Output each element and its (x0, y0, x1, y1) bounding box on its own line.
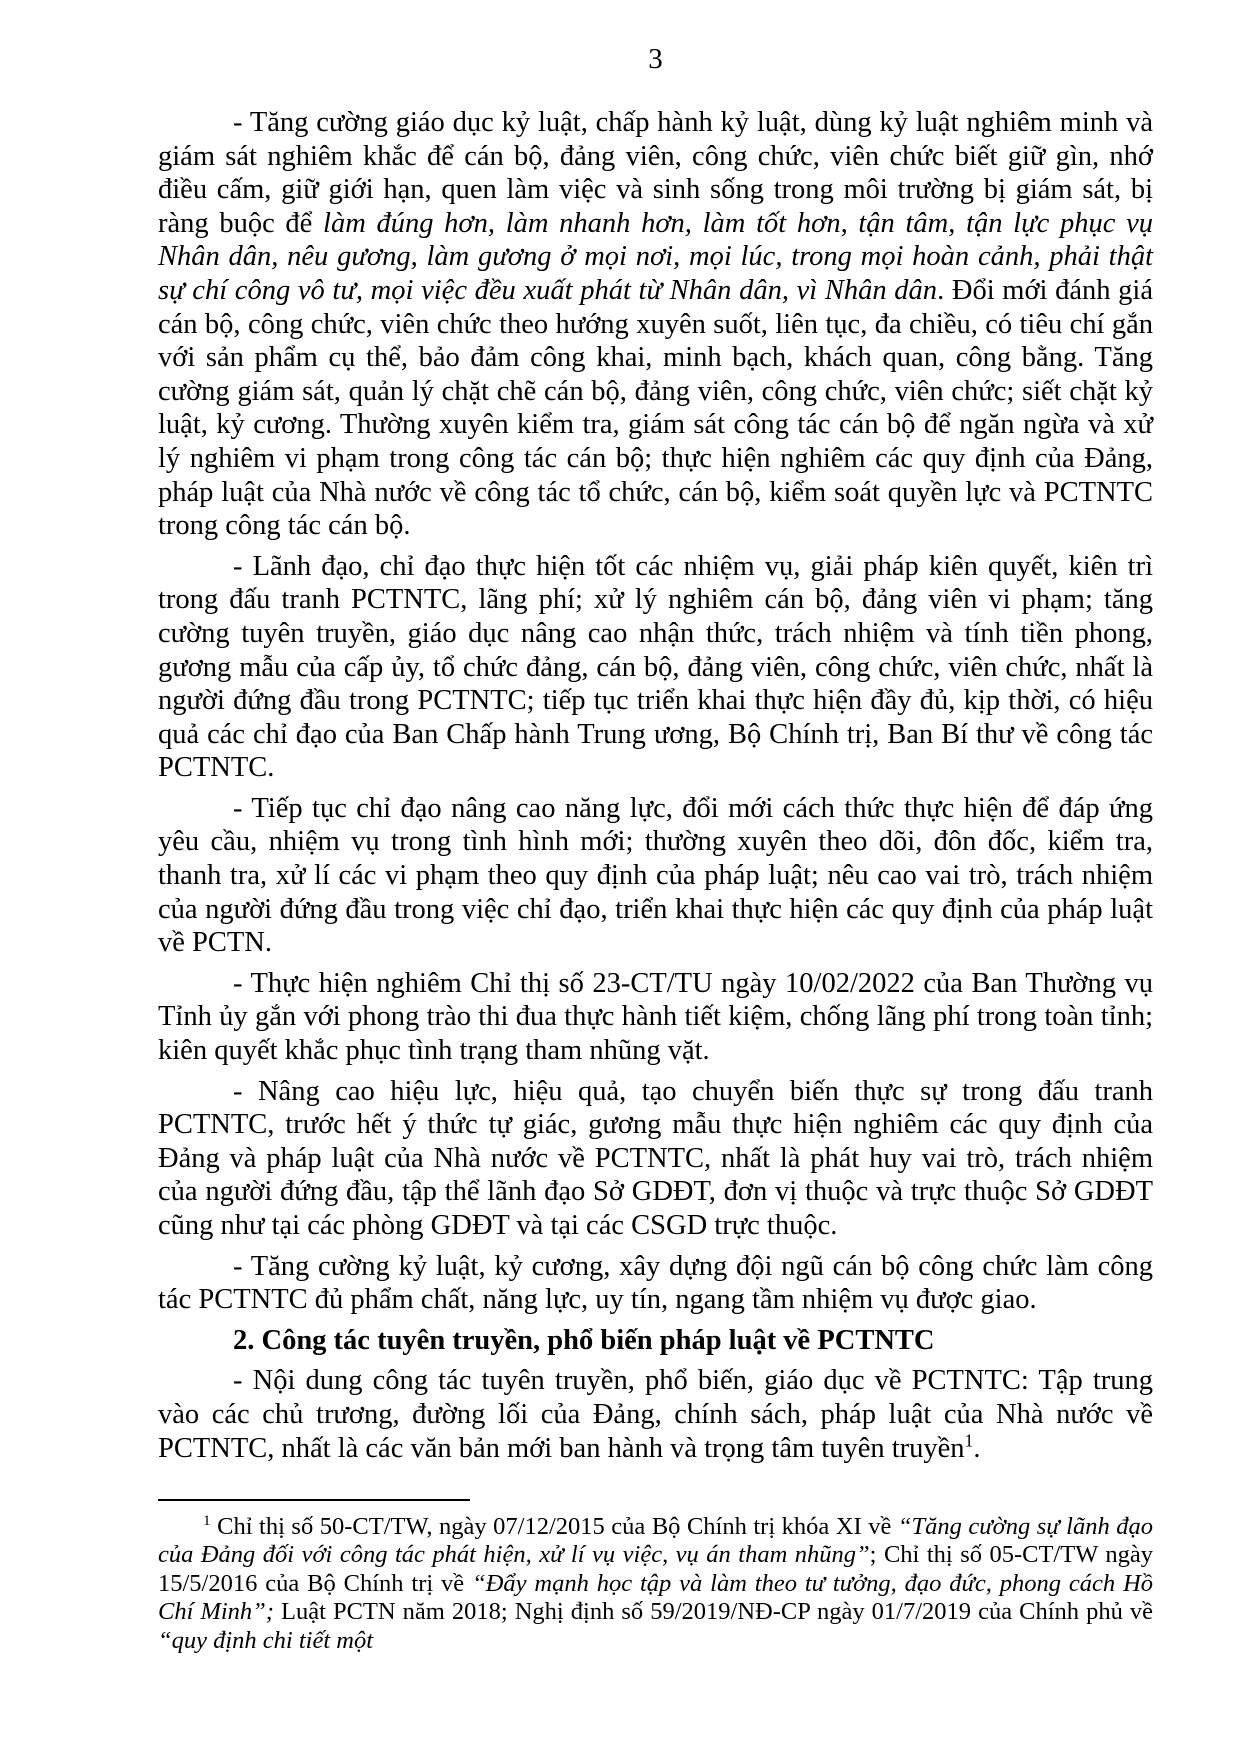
text-run: - Nâng cao hiệu lực, hiệu quả, tạo chuyển biến thực sự trong đấu tranh PCTNTC, trước hết ý thức tự giác, gương mẫu thực hiện nghiêm các quy định của Đảng và pháp luật của Nhà nước về PCTNTC, nhất là phát huy vai trò, trách nhiệm của người đứng đầu, tập thể lãnh đạo Sở GDĐT, đơn vị thuộc và trực thuộc Sở GDĐT cũng như tại các phòng GDĐT và tại các CSGD trực thuộc. (158, 1075, 1153, 1241)
text-run: - Tiếp tục chỉ đạo nâng cao năng lực, đổi mới cách thức thực hiện để đáp ứng yêu cầu, nhiệm vụ trong tình hình mới; thường xuyên theo dõi, đôn đốc, kiểm tra, thanh tra, xử lí các vi phạm theo quy định của pháp luật; nêu cao vai trò, trách nhiệm của người đứng đầu trong việc chỉ đạo, triển khai thực hiện các quy định của pháp luật về PCTN. (158, 792, 1153, 959)
section-heading-2 (158, 1324, 1153, 1358)
text-run: - Thực hiện nghiêm Chỉ thị số 23-CT/TU ngày 10/02/2022 của Ban Thường vụ Tỉnh ủy gắn với phong trào thi đua thực hành tiết kiệm, chống lãng phí trong toàn tỉnh; kiên quyết khắc phục tình trạng tham nhũng vặt. (158, 967, 1153, 1067)
text-run: . (973, 1432, 981, 1464)
text-run: - Nội dung công tác tuyên truyền, phổ biến, giáo dục về PCTNTC: Tập trung vào các chủ trương, đường lối của Đảng, chính sách, pháp luật của Nhà nước về PCTNTC, nhất là các văn bản mới ban hành và trọng tâm tuyên truyền (158, 1365, 1153, 1464)
text-run: 1 (203, 1511, 211, 1529)
text-run: làm đúng hơn, làm nhanh hơn, làm tốt hơn, tận tâm, tận lực phục vụ Nhân dân, nêu gương, làm gương ở mọi nơi, mọi lúc, trong mọi hoàn cảnh, phải thật sự chí công vô tư, mọi việc đều xuất phát từ Nhân dân, vì Nhân dân (158, 207, 1153, 306)
text-run: 2. Công tác tuyên truyền, phổ biến pháp luật về PCTNTC (233, 1324, 935, 1356)
paragraph-effectiveness (158, 1075, 1153, 1243)
text-run: - Tăng cường giáo dục kỷ luật, chấp hành kỷ luật, dùng kỷ luật nghiêm minh và giám sát nghiêm khắc để cán bộ, đảng viên, công chức, viên chức biết giữ gìn, nhớ điều cấm, giữ giới hạn, quen làm việc và sinh sống trong môi trường bị giám sát, bị ràng buộc để (158, 107, 1153, 239)
text-run: “quy định chi tiết một (158, 1626, 374, 1654)
paragraph-leadership-direction (158, 550, 1153, 785)
text-run: 1 (964, 1430, 974, 1451)
paragraph-directive-23 (158, 967, 1153, 1068)
document-body (158, 106, 1153, 1472)
footnote-section (158, 1499, 1153, 1655)
text-run: - Lãnh đạo, chỉ đạo thực hiện tốt các nhiệm vụ, giải pháp kiên quyết, kiên trì trong đấu tranh PCTNTC, lãng phí; xử lý nghiêm cán bộ, đảng viên vi phạm; tăng cường tuyên truyền, giáo dục nâng cao nhận thức, trách nhiệm và tính tiền phong, gương mẫu của cấp ủy, tổ chức đảng, cán bộ, đảng viên, công chức, viên chức, nhất là người đứng đầu trong PCTNTC; tiếp tục triển khai thực hiện đầy đủ, kịp thời, có hiệu quả các chỉ đạo của Ban Chấp hành Trung ương, Bộ Chính trị, Ban Bí thư về công tác PCTNTC. (158, 550, 1153, 784)
text-run: Luật PCTN năm 2018; Nghị định số 59/2019/NĐ-CP ngày 01/7/2019 của Chính phủ về (273, 1598, 1153, 1626)
text-run: Chỉ thị số 50-CT/TW, ngày 07/12/2015 của Bộ Chính trị khóa XI về (210, 1512, 898, 1540)
paragraph-capacity-improvement (158, 792, 1153, 960)
text-run: . Đổi mới đánh giá cán bộ, công chức, viên chức theo hướng xuyên suốt, liên tục, đa chiều, có tiêu chí gắn với sản phẩm cụ thể, bảo đảm công khai, minh bạch, khách quan, công bằng. Tăng cường giám sát, quản lý chặt chẽ cán bộ, đảng viên, công chức, viên chức; siết chặt kỷ luật, kỷ cương. Thường xuyên kiểm tra, giám sát công tác cán bộ để ngăn ngừa và xử lý nghiêm vi phạm trong công tác cán bộ; thực hiện nghiêm các quy định của Đảng, pháp luật của Nhà nước về công tác tổ chức, cán bộ, kiểm soát quyền lực và PCTNTC trong công tác cán bộ. (158, 274, 1153, 542)
footnote-separator (158, 1499, 470, 1501)
paragraph-staff-building (158, 1250, 1153, 1317)
paragraph-discipline-education (158, 106, 1153, 543)
footnote-1 (158, 1513, 1153, 1655)
text-run: “Đẩy mạnh học tập và làm theo tư tưởng, đạo đức, phong cách Hồ Chí Minh”; (158, 1569, 1154, 1626)
text-run: ; Chỉ thị số 05-CT/TW ngày 15/5/2016 của Bộ Chính trị về (158, 1541, 1153, 1597)
text-run: - Tăng cường kỷ luật, kỷ cương, xây dựng đội ngũ cán bộ công chức làm công tác PCTNTC đủ phẩm chất, năng lực, uy tín, ngang tầm nhiệm vụ được giao. (158, 1250, 1153, 1316)
text-run: “Tăng cường sự lãnh đạo của Đảng đối với công tác phát hiện, xử lí vụ việc, vụ án tham nhũng” (158, 1512, 1153, 1569)
page-number: 3 (648, 43, 663, 75)
paragraph-propaganda-content (158, 1364, 1153, 1465)
